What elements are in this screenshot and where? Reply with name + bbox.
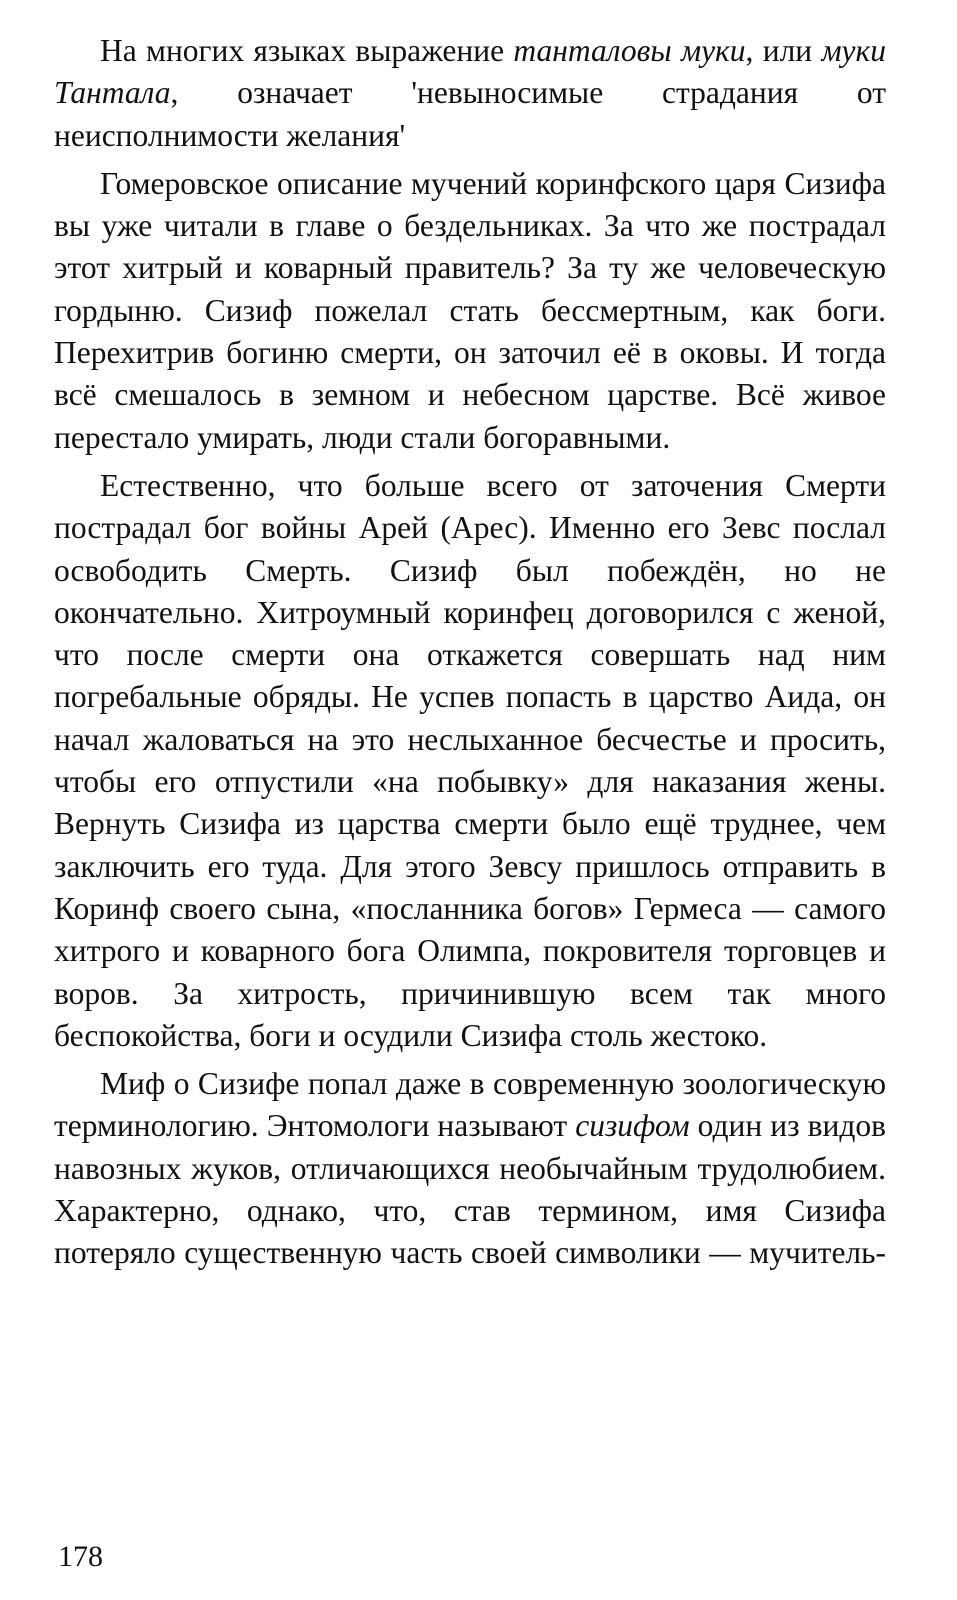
p1-text-3: , означает 'невыносимые страдания от неисполнимости желания' (54, 75, 886, 153)
p1-text-1: На многих языках выражение (100, 33, 514, 68)
p4-italic-sizifom: сизифом (575, 1108, 690, 1144)
p1-italic-tantalovy-muki: танталовы муки (513, 33, 746, 68)
p1-text-2: , или (745, 33, 822, 68)
p4-text-1: Миф о Сизифе попал даже в современную зоологическую терминологию. Энтомологи называют (54, 1066, 886, 1144)
p3-text: Естественно, что больше всего от заточения Смерти пострадал бог войны Арей (Арес). Именно его Зевс послал освободить Смерть. Сизиф был побеждён, но не окончательно. Хитроумный коринфец договорился с женой, что после смерти она откажется совершать над ним погребальные обряды. Не успев попасть в царство Аида, он начал жаловаться на это неслыханное бесчестье и просить, чтобы его отпустили «на побывку» для наказания жены. Вернуть Сизифа из царства смерти было ещё труднее, чем заключить его туда. Для этого Зевсу пришлось отправить в Коринф своего сына, «посланника богов» Гермеса — самого хитрого и коварного бога Олимпа, покровителя торговцев и воров. За хитрость, причинившую всем так много беспокойства, боги и осудили Сизифа столь жестоко. (54, 467, 886, 1053)
paragraph-1 (54, 30, 886, 157)
paragraph-4 (54, 1063, 886, 1274)
page-body (54, 30, 886, 1281)
p4-text-2: один из видов навозных жуков, отличающихся необычайным трудолюбием. Характерно, однако, что, став термином, имя Сизифа потеряло существенную часть своей символики — мучитель- (54, 1108, 887, 1271)
paragraph-3 (54, 465, 886, 1057)
paragraph-2 (54, 163, 886, 459)
p2-text: Гомеровское описание мучений коринфского царя Сизифа вы уже читали в главе о бездельниках. За что же пострадал этот хитрый и коварный правитель? За ту же человеческую гордыню. Сизиф пожелал стать бессмертным, как боги. Перехитрив богиню смерти, он заточил её в оковы. И тогда всё смешалось в земном и небесном царстве. Всё живое перестало умирать, люди стали богоравными. (54, 165, 886, 455)
p1-italic-muki-tantala: муки Тантала (54, 33, 887, 111)
page-number: 178 (58, 1540, 103, 1573)
